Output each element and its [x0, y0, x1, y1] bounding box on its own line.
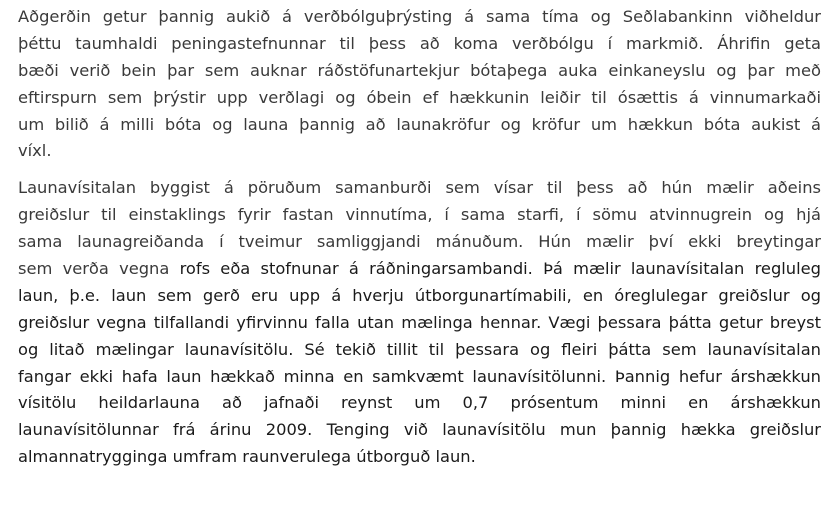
paragraph-line: þéttu taumhaldi peningastefnunnar til þess að koma verðbólgu í markmið. Áhrifin geta	[18, 33, 821, 53]
paragraph-line: um bilið á milli bóta og launa þannig að launakröfur og kröfur um hækkun bóta aukist á	[18, 114, 821, 134]
paragraph-line: laun, þ.e. laun sem gerð eru upp á hverju útborgunartímabili, en óreglulegar greiðslur og	[18, 285, 821, 305]
paragraph-line: launavísitölunnar frá árinu 2009. Tenging við launavísitölu mun þannig hækka greiðslur	[18, 420, 821, 440]
line-segment-dark: rofs eða stofnunar á ráðningarsambandi. Þá mælir launavísitalan regluleg	[179, 259, 821, 279]
paragraph-line: víxl.	[18, 141, 52, 161]
paragraph-line: Aðgerðin getur þannig aukið á verðbólguþrýsting á sama tíma og Seðlabankinn viðheldur	[18, 7, 821, 26]
paragraph-line: Launavísitalan byggist á pöruðum samanburði sem vísar til þess að hún mælir aðeins	[18, 178, 821, 198]
paragraph-line: vísitölu heildarlauna að jafnaði reynst um 0,7 prósentum minni en árshækkun	[18, 393, 821, 413]
document-page	[18, 4, 821, 471]
paragraph-line: greiðslur til einstaklings fyrir fastan vinnutíma, í sama starfi, í sömu atvinnugrein og hjá	[18, 205, 821, 225]
paragraph-1	[18, 4, 821, 165]
paragraph-line: sama launagreiðanda í tveimur samliggjandi mánuðum. Hún mælir því ekki breytingar	[18, 232, 821, 252]
paragraph-line: greiðslur vegna tilfallandi yfirvinnu falla utan mælinga hennar. Vægi þessara þátta getur breyst	[18, 312, 821, 332]
paragraph-line-mixed	[18, 256, 821, 283]
paragraph-line: fangar ekki hafa laun hækkað minna en samkvæmt launavísitölunni. Þannig hefur árshækkun	[18, 366, 821, 386]
paragraph-line: eftirspurn sem þrýstir upp verðlagi og óbein ef hækkunin leiðir til ósættis á vinnumarkaði	[18, 87, 821, 107]
line-segment-light: sem verða vegna	[18, 259, 180, 279]
paragraph-2	[18, 175, 821, 471]
paragraph-line: og litað mælingar launavísitölu. Sé tekið tillit til þessara og fleiri þátta sem launavísitalan	[18, 339, 821, 359]
paragraph-line: bæði verið bein þar sem auknar ráðstöfunartekjur bótaþega auka einkaneyslu og þar með	[18, 60, 821, 80]
paragraph-line: almannatrygginga umfram raunverulega útborguð laun.	[18, 447, 476, 467]
